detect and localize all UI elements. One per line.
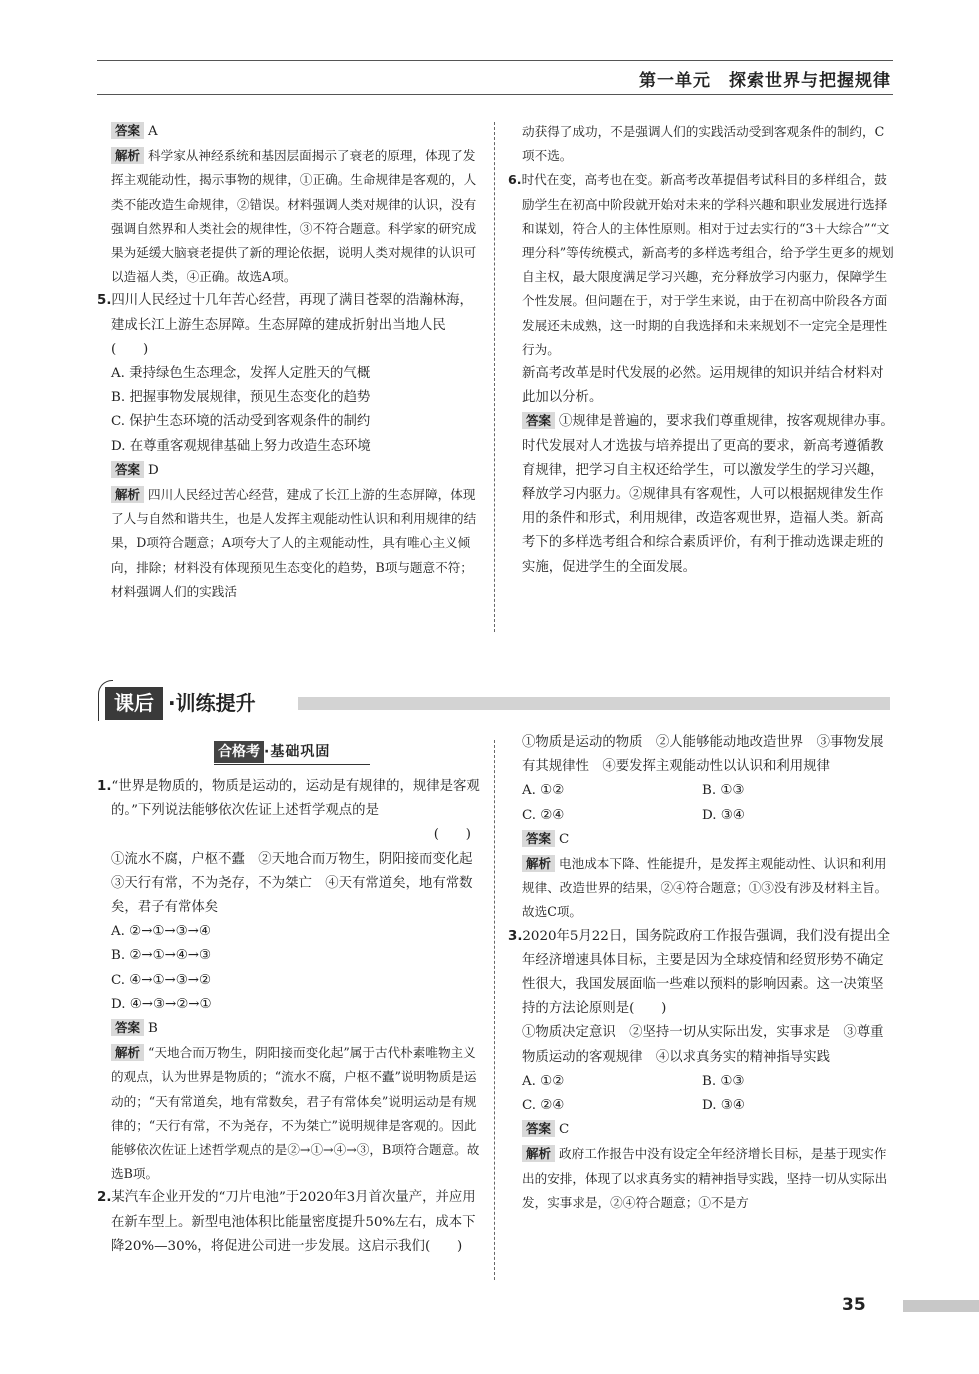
page-number-bar-decoration [903, 1300, 979, 1312]
bottom-left-column [97, 775, 486, 1259]
q6-question: 新高考改革是时代发展的必然。运用规律的知识并结合材料对此加以分析。 [522, 366, 884, 406]
answer-tag: 答案 [111, 122, 144, 139]
q1-stem: 1.“世界是物质的，物质是运动的，运动是有规律的，规律是客观的。”下列说法能够依次佐证上述哲学观点的是 [97, 779, 480, 819]
q2-answer: 答案 C [508, 828, 894, 852]
answer-tag: 答案 [111, 461, 144, 478]
q1-paren: ( ) [433, 827, 471, 843]
q3-option-b: B. ①③ [702, 1073, 745, 1089]
q1-option-d: D. ④→③→②→① [111, 996, 212, 1012]
section-title: ·训练提升 [168, 691, 256, 715]
column-divider-bottom [494, 740, 495, 1280]
bottom-right-column [508, 731, 894, 1215]
q3-items: ①物质决定意识 ②坚持一切从实际出发，实事求是 ③尊重物质运动的客观规律 ④以求真务实的精神指导实践 [522, 1025, 884, 1065]
analysis-tag: 解析 [522, 855, 555, 872]
q5-option-c: C. 保护生态环境的活动受到客观条件的制约 [111, 414, 371, 430]
subsection-box-label: 合格考 [214, 741, 264, 763]
q3-options-row-1 [508, 1070, 894, 1094]
answer-tag: 答案 [522, 830, 555, 847]
subsection-title: ·基础巩固 [264, 744, 331, 760]
q1-answer: 答案 B [97, 1017, 481, 1041]
q2-options-row-1 [508, 779, 894, 803]
header-top-rule [97, 60, 893, 61]
answer-tag: 答案 [522, 412, 555, 429]
q3-analysis: 解析 政府工作报告中没有设定全年经济增长目标，是基于现实作出的安排，体现了以求真务实的精神指导实践，坚持一切从实际出发，实事求是，②④符合题意；①不是方 [522, 1146, 888, 1210]
q4-analysis: 解析 科学家从神经系统和基因层面揭示了衰老的原理，体现了发挥主观能动性，揭示事物的规律，①正确。生命规律是客观的，人类不能改造生命规律，②错误。材料强调人类对规律的认识，没有强调自然界和人类社会的规律性，③不符合题意。科学家的研究成果为延缓大脑衰老提供了新的理论依据，说明人类对规律的认识可以造福人类，④正确。故选A项。 [111, 148, 477, 285]
answer-tag: 答案 [111, 1019, 144, 1036]
q5-analysis: 解析 四川人民经过苦心经营，建成了长江上游的生态屏障，体现了人与自然和谐共生，也是人发挥主观能动性认识和利用规律的结果，D项符合题意；A项夸大了人的主观能动性，具有唯心主义倾向，排除；材料没有体现预见生态变化的趋势，B项与题意不符；材料强调人们的实践活 [111, 487, 477, 599]
top-left-column [97, 120, 481, 604]
q3-option-c: C. ②④ [522, 1098, 565, 1114]
subsection-underline [214, 764, 370, 765]
q1-option-a: A. ②→①→③→④ [111, 924, 211, 940]
q3-answer: 答案 C [508, 1118, 894, 1142]
q2-stem: 2.某汽车企业开发的“刀片电池”于2020年3月首次量产，并应用在新车型上。新型电池体积比能量密度提升50%左右，成本下降20%—30%，将促进公司进一步发展。这启示我们( ) [97, 1190, 476, 1254]
q5-stem: 5.四川人民经过十几年苦心经营，再现了满目苍翠的浩瀚林海，建成长江上游生态屏障。生态屏障的建成折射出当地人民( ) [97, 293, 473, 357]
analysis-tag: 解析 [522, 1145, 555, 1162]
q3-option-a: A. ①② [522, 1073, 565, 1089]
q2-items: ①物质是运动的物质 ②人能够能动地改造世界 ③事物发展有其规律性 ④要发挥主观能动性以认识和利用规律 [522, 735, 884, 775]
q5-answer: 答案 D [97, 459, 481, 483]
q2-options-row-2 [508, 804, 894, 828]
q5-option-a: A. 秉持绿色生态理念，发挥人定胜天的气概 [111, 366, 371, 382]
q2-analysis: 解析 电池成本下降、性能提升，是发挥主观能动性、认识和利用规律、改造世界的结果，②④符合题意；①③没有涉及材料主旨。故选C项。 [522, 856, 888, 920]
q6-stem: 6.时代在变，高考也在变。新高考改革提倡考试科目的多样组合，鼓励学生在初高中阶段就开始对未来的学科兴趣和职业发展进行选择和谋划，符合人的主体性原则。相对于过去实行的“3＋大综合”“文理分科”等传统模式，新高考的多样选考组合，给予学生更多的规划自主权，最大限度满足学习兴趣，充分释放学习内驱力，保障学生个性发展。但问题在于，对于学生来说，由于在初高中阶段各方面发展还未成熟，这一时期的自我选择和未来规划不一定完全是理性行为。 [508, 172, 894, 357]
q6-answer: 答案 ①规律是普遍的，要求我们尊重规律，按客观规律办事。时代发展对人才选拔与培养提出了更高的要求，新高考遵循教育规律，把学习自主权还给学生，可以激发学生的学习兴趣，释放学习内驱力。②规律具有客观性，人可以根据规律发生作用的条件和形式，利用规律，改造客观世界，造福人类。新高考下的多样选考组合和综合素质评价，有利于推动选课走班的实施，促进学生的全面发展。 [522, 413, 894, 575]
analysis-tag: 解析 [111, 1044, 144, 1061]
answer-tag: 答案 [522, 1120, 555, 1137]
q5-option-b: B. 把握事物发展规律，预见生态变化的趋势 [111, 390, 371, 406]
analysis-tag: 解析 [111, 486, 144, 503]
q2-option-c: C. ②④ [522, 807, 565, 823]
column-divider-top [494, 122, 495, 632]
section-bar-decoration [298, 697, 890, 710]
page-number: 35 [842, 1295, 866, 1315]
q3-option-d: D. ③④ [702, 1098, 745, 1114]
q5-analysis-continued: 动获得了成功，不是强调人们的实践活动受到客观条件的制约，C项不选。 [522, 124, 885, 164]
top-right-column [508, 120, 894, 580]
q2-option-d: D. ③④ [702, 807, 745, 823]
header-bottom-rule [97, 94, 893, 95]
q5-option-d: D. 在尊重客观规律基础上努力改造生态环境 [111, 438, 371, 454]
q1-analysis: 解析 “天地合而万物生，阴阳接而变化起”属于古代朴素唯物主义的观点，认为世界是物质的；“流水不腐，户枢不蠹”说明物质是运动的；“天有常道矣，地有常数矣，君子有常体矣”说明运动是有规律的；“天行有常，不为尧存，不为桀亡”说明规律是客观的。因此能够依次佐证上述哲学观点的是②→①→④→③，B项符合题意。故选B项。 [111, 1045, 480, 1182]
subsection-header [214, 741, 370, 765]
section-header [98, 680, 890, 726]
section-box-label: 课后 [105, 687, 163, 720]
q1-option-c: C. ④→①→③→② [111, 972, 211, 988]
q3-options-row-2 [508, 1094, 894, 1118]
q4-answer: 答案 A [97, 120, 481, 144]
analysis-tag: 解析 [111, 147, 144, 164]
q2-option-b: B. ①③ [702, 783, 745, 799]
q2-option-a: A. ①② [522, 783, 565, 799]
q1-option-b: B. ②→①→④→③ [111, 948, 212, 964]
q1-items: ①流水不腐，户枢不蠹 ②天地合而万物生，阴阳接而变化起 ③天行有常，不为尧存，不为桀亡 ④天有常道矣，地有常数矣，君子有常体矣 [111, 851, 486, 916]
page-header-title: 第一单元 探索世界与把握规律 [639, 71, 891, 91]
q3-stem: 3.2020年5月22日，国务院政府工作报告强调，我们没有提出全年经济增速具体目标，主要是因为全球疫情和经贸形势不确定性很大，我国发展面临一些难以预料的影响因素。这一决策坚持的方法论原则是( ) [508, 928, 891, 1017]
